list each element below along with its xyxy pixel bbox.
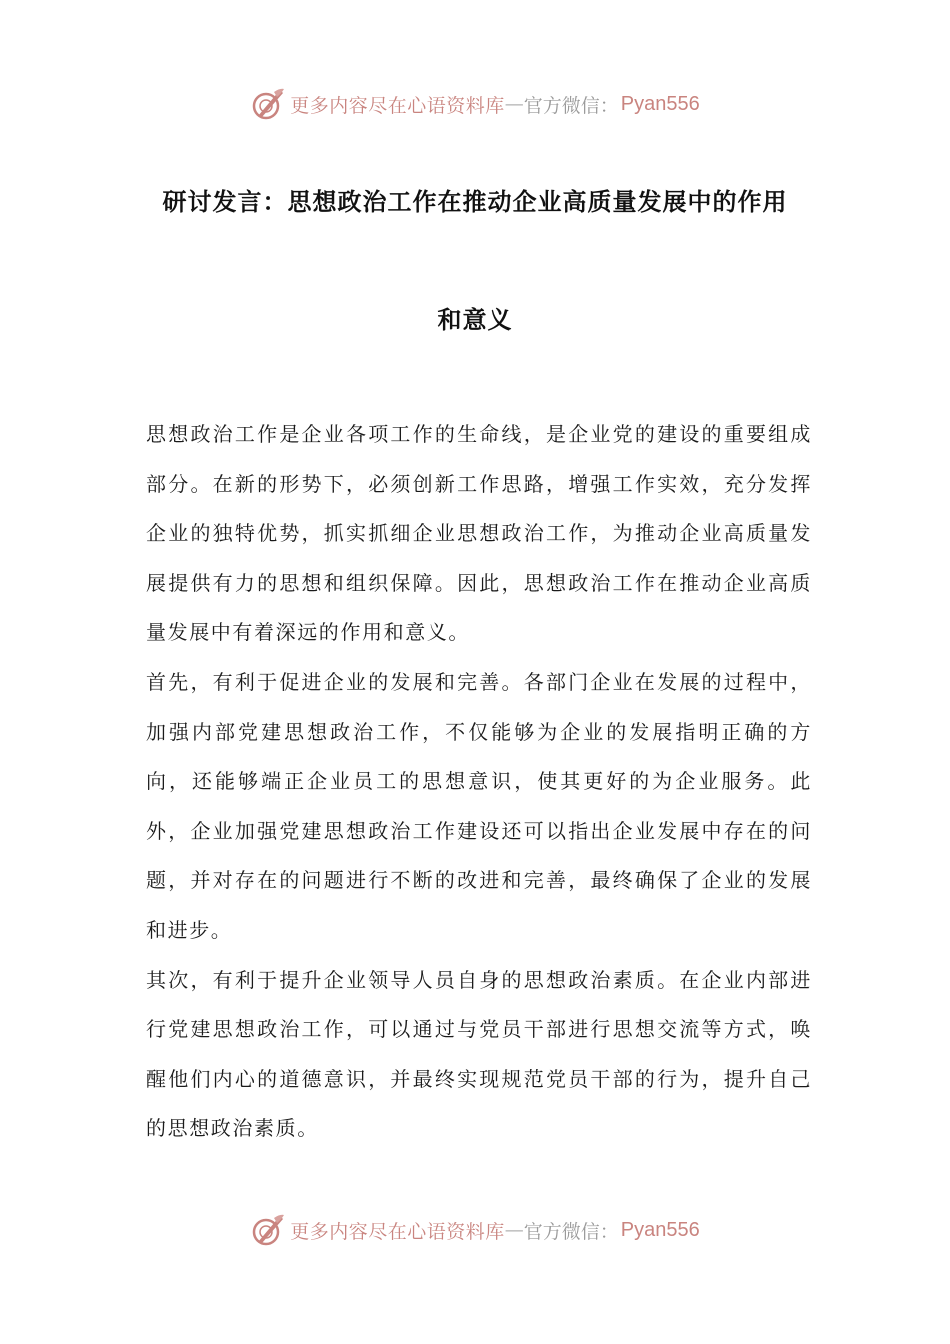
paragraph-3: 其次，有利于提升企业领导人员自身的思想政治素质。在企业内部进行党建思想政治工作，可以通过与党员干部进行思想交流等方式，唤醒他们内心的道德意识，并最终实现规范党员干部的行为，提升自己的思想政治素质。 <box>146 967 812 1141</box>
page-title-line-2: 和意义 <box>437 306 513 334</box>
banner-wechat-id: Pyan556 <box>620 1218 700 1241</box>
banner-separator: — <box>504 1219 524 1241</box>
document-body <box>146 410 812 1154</box>
footer-banner <box>0 1208 950 1252</box>
paragraph-2: 首先，有利于促进企业的发展和完善。各部门企业在发展的过程中，加强内部党建思想政治工作，不仅能够为企业的发展指明正确的方向，还能够端正企业员工的思想意识，使其更好的为企业服务。此外，企业加强党建思想政治工作建设还可以指出企业发展中存在的问题，并对存在的问题进行不断的改进和完善，最终确保了企业的发展和进步。 <box>146 669 812 942</box>
banner-separator: — <box>504 93 524 115</box>
quill-logo-icon <box>250 1212 286 1248</box>
banner-wechat-label: 官方微信： <box>523 1220 619 1243</box>
banner-text: 更多内容尽在心语资料库 <box>290 1220 505 1243</box>
banner-text: 更多内容尽在心语资料库 <box>290 94 505 117</box>
page-title-line-1: 研讨发言：思想政治工作在推动企业高质量发展中的作用 <box>162 188 788 216</box>
banner-wechat-label: 官方微信： <box>523 94 619 117</box>
quill-logo-icon <box>250 86 286 122</box>
header-banner <box>0 82 950 126</box>
paragraph-1: 思想政治工作是企业各项工作的生命线，是企业党的建设的重要组成部分。在新的形势下，必须创新工作思路，增强工作实效，充分发挥企业的独特优势，抓实抓细企业思想政治工作，为推动企业高质量发展提供有力的思想和组织保障。因此，思想政治工作在推动企业高质量发展中有着深远的作用和意义。 <box>146 422 812 645</box>
banner-wechat-id: Pyan556 <box>620 92 700 115</box>
